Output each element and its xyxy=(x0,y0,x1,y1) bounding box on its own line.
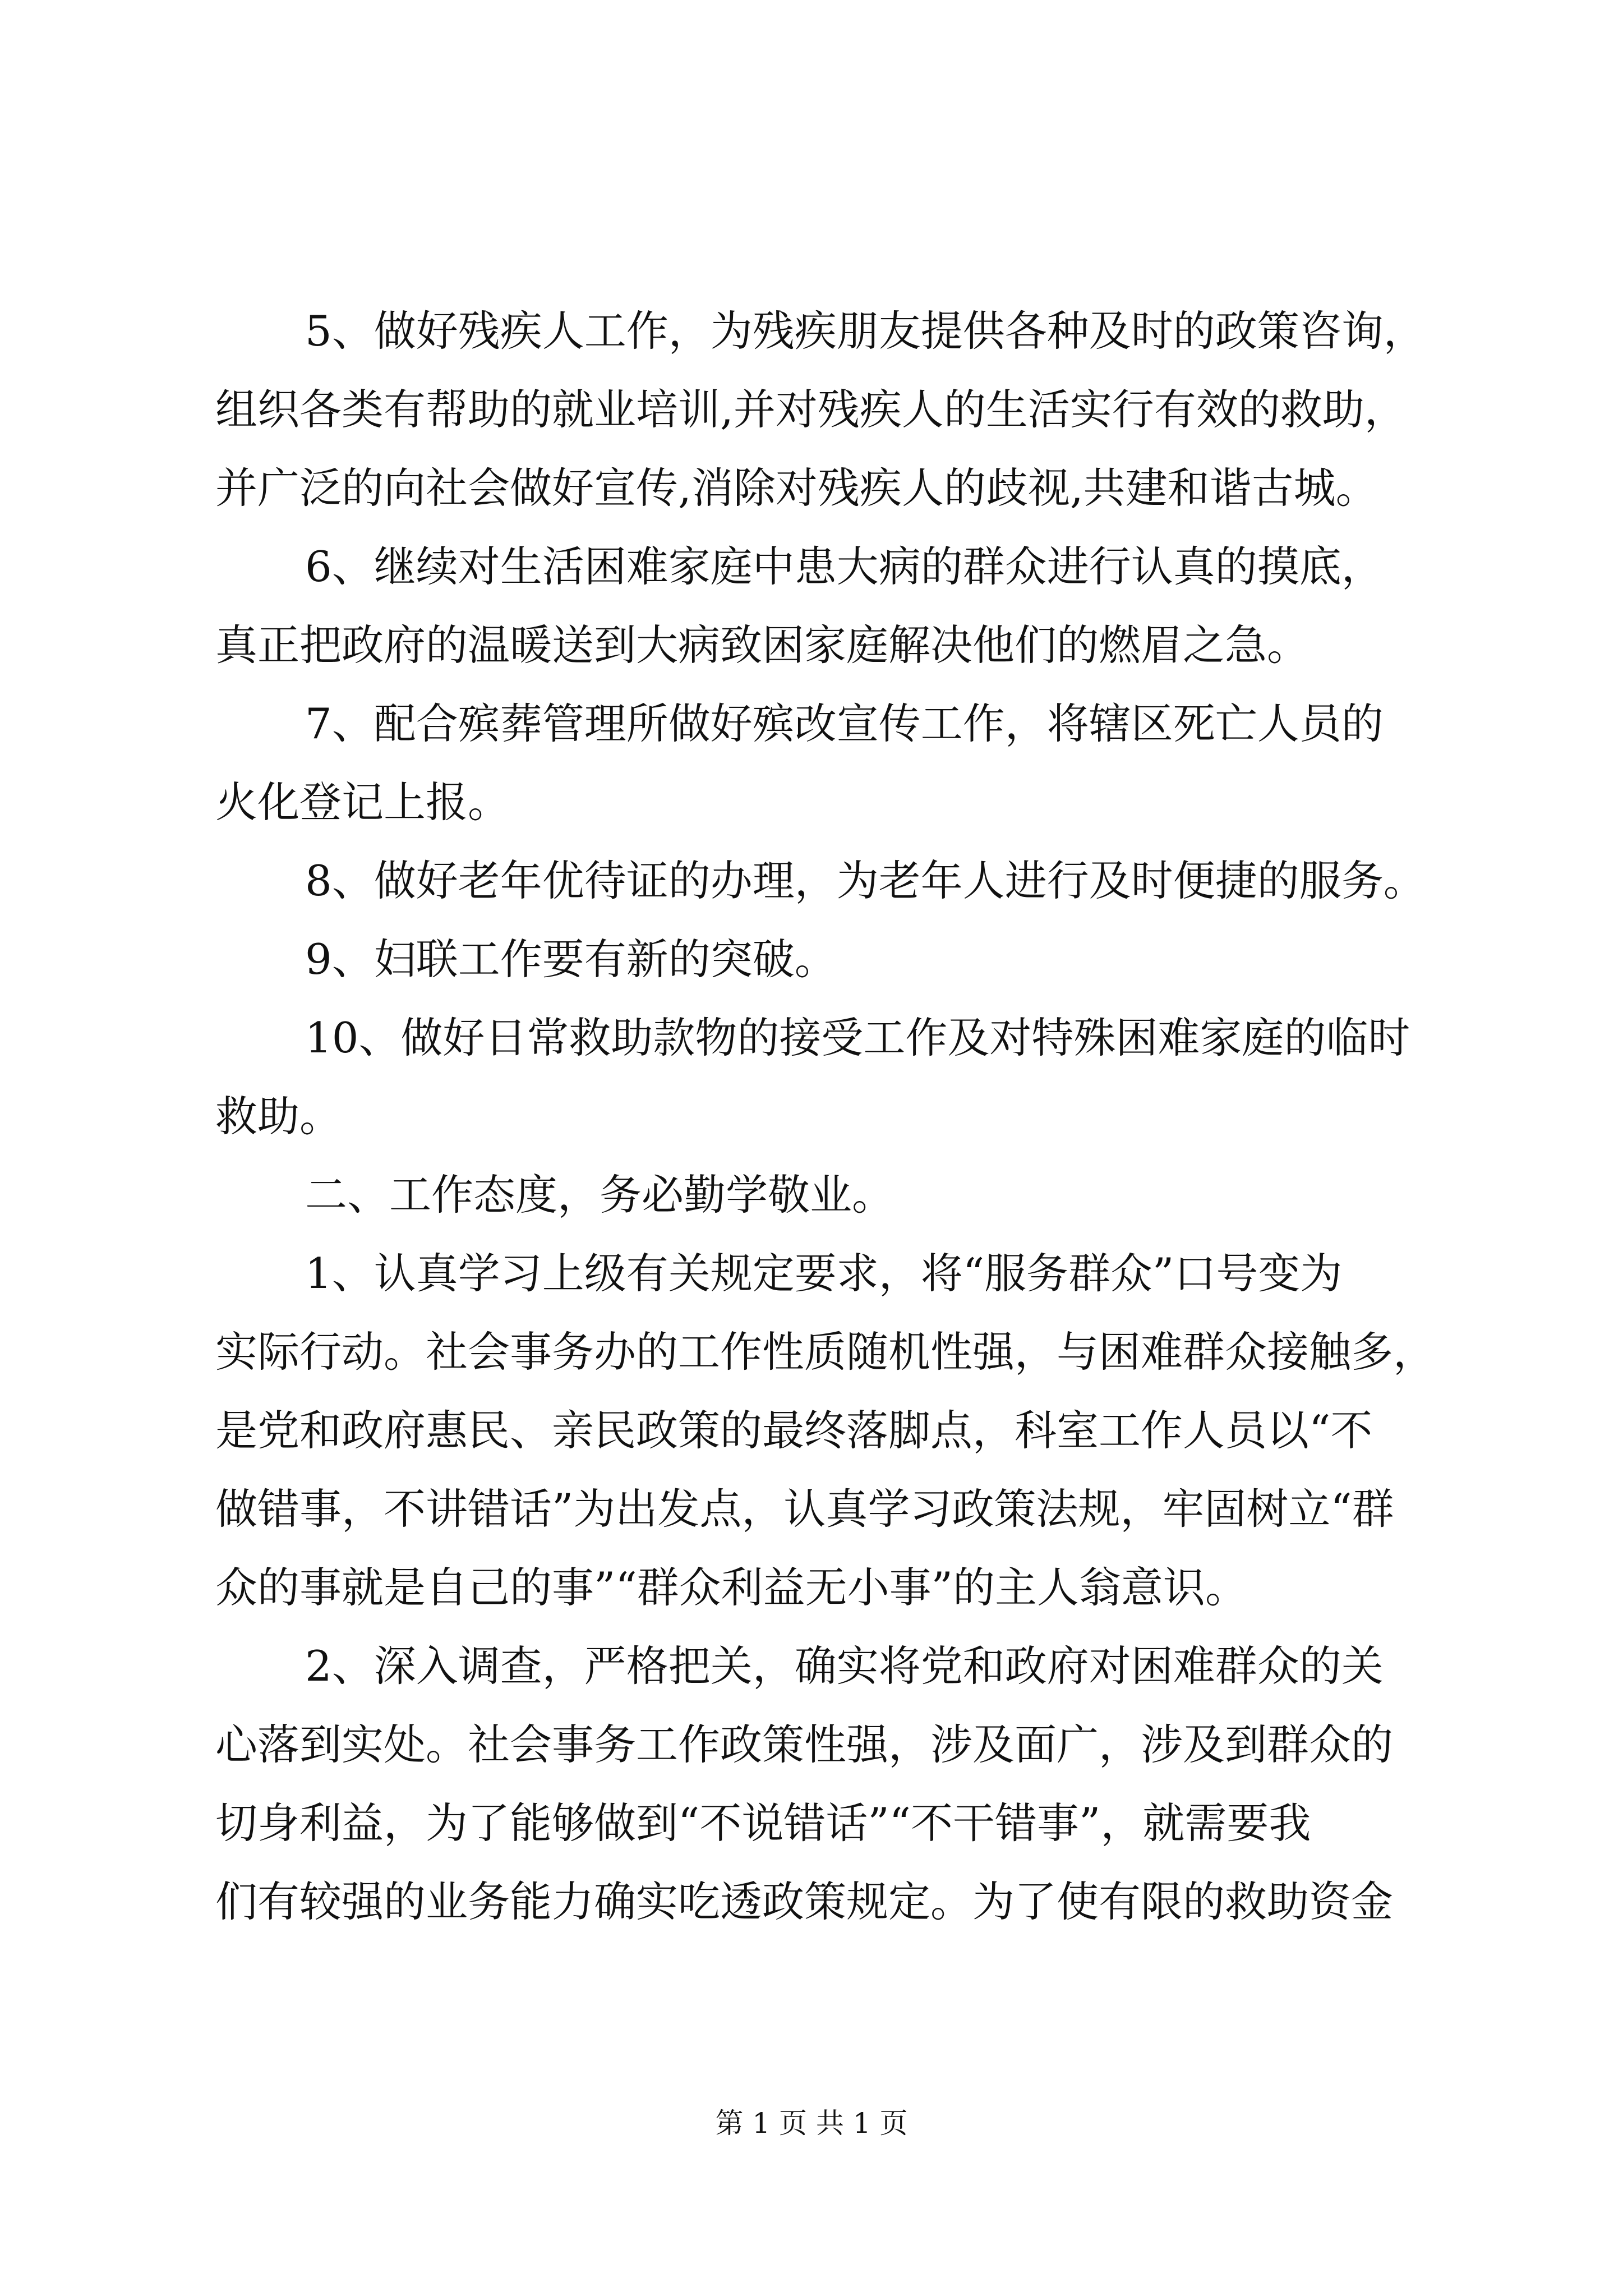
page-footer: 第 1 页 共 1 页 xyxy=(715,2107,908,2139)
text-line: 救助。 xyxy=(215,1092,342,1141)
document-body xyxy=(215,292,1483,1941)
text-line: 是党和政府惠民、亲民政策的最终落脚点，科室工作人员以“不 xyxy=(215,1406,1373,1455)
text-line: 6、继续对生活困难家庭中患大病的群众进行认真的摸底， xyxy=(305,542,1384,591)
text-line: 组织各类有帮助的就业培训,并对残疾人的生活实行有效的救助， xyxy=(215,385,1407,434)
text-line: 众的事就是自己的事”“群众利益无小事”的主人翁意识。 xyxy=(215,1563,1248,1612)
text-line: 们有较强的业务能力确实吃透政策规定。为了使有限的救助资金 xyxy=(215,1877,1394,1926)
text-line: 7、配合殡葬管理所做好殡改宣传工作，将辖区死亡人员的 xyxy=(305,699,1384,748)
text-line: 实际行动。社会事务办的工作性质随机性强，与困难群众接触多， xyxy=(215,1327,1436,1377)
text-line: 8、做好老年优待证的办理，为老年人进行及时便捷的服务。 xyxy=(305,856,1426,905)
text-line: 5、做好残疾人工作，为残疾朋友提供各种及时的政策咨询， xyxy=(305,306,1426,356)
text-line: 心落到实处。社会事务工作政策性强，涉及面广，涉及到群众的 xyxy=(215,1720,1394,1769)
text-line: 真正把政府的温暖送到大病致困家庭解决他们的燃眉之急。 xyxy=(215,620,1310,670)
text-line: 9、妇联工作要有新的突破。 xyxy=(305,935,837,984)
text-line: 做错事，不讲错话”为出发点，认真学习政策法规，牢固树立“群 xyxy=(215,1484,1394,1534)
text-line: 火化登记上报。 xyxy=(215,777,510,827)
text-line: 1、认真学习上级有关规定要求，将“服务群众”口号变为 xyxy=(305,1249,1343,1298)
section-heading: 二、工作态度，务必勤学敬业。 xyxy=(305,1170,895,1220)
text-line: 10、做好日常救助款物的接受工作及对特殊困难家庭的临时 xyxy=(305,1013,1410,1062)
text-line: 并广泛的向社会做好宣传,消除对残疾人的歧视,共建和谐古城。 xyxy=(215,463,1378,513)
text-line: 切身利益，为了能够做到“不说错话”“不干错事”，就需要我 xyxy=(215,1798,1311,1848)
text-line: 2、深入调查，严格把关，确实将党和政府对困难群众的关 xyxy=(305,1641,1384,1691)
